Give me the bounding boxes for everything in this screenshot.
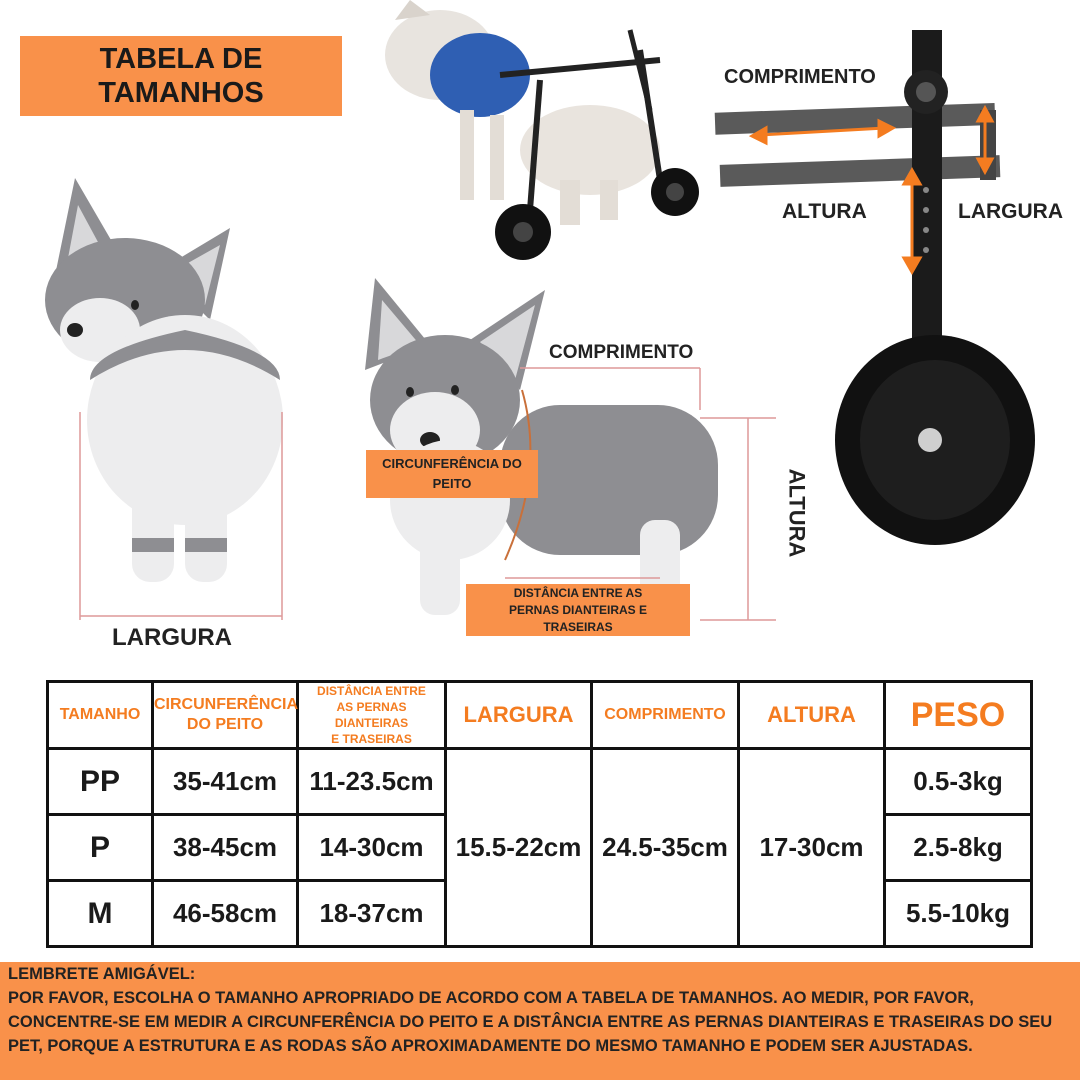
weight-cell: 2.5-8kg xyxy=(885,815,1032,881)
corgi-side-illustration xyxy=(365,278,776,620)
table-row xyxy=(48,749,1032,815)
header-circ-line-1: CIRCUNFERÊNCIA xyxy=(154,696,298,713)
leg-distance-text: DISTÂNCIA ENTRE AS PERNAS DIANTEIRAS E TRASEIRAS xyxy=(508,585,648,634)
size-cell: PP xyxy=(48,749,153,815)
rear-largura-label: LARGURA xyxy=(112,624,232,651)
reminder-text: POR FAVOR, ESCOLHA O TAMANHO APROPRIADO DE ACORDO COM A TABELA DE TAMANHOS. AO MEDIR, POR FAVOR, CONCENTRE-SE EM MEDIR A CIRCUNFERÊNCIA DO PEITO E A DISTÂNCIA ENTRE AS PERNAS DIANTEIRAS E TRASEIRAS DO SEU PET, PORQUE A ESTRUTURA E AS RODAS SÃO APROXIMADAMENTE DO MESMO TAMANHO E PODEM SER AJUSTADAS. xyxy=(8,989,1053,1055)
title-line-1: TABELA DE xyxy=(99,43,263,75)
header-circ-line-2: DO PEITO xyxy=(186,716,264,733)
weight-cell: 5.5-10kg xyxy=(885,881,1032,947)
dog-wheelchair-photo xyxy=(385,0,699,260)
frame-largura-label: LARGURA xyxy=(958,200,1063,223)
reminder-title: LEMBRETE AMIGÁVEL: xyxy=(8,965,196,983)
header-altura: ALTURA xyxy=(739,682,885,749)
size-cell: P xyxy=(48,815,153,881)
size-table xyxy=(46,680,1033,948)
distance-cell: 11-23.5cm xyxy=(298,749,446,815)
header-largura: LARGURA xyxy=(446,682,592,749)
chest-cell: 38-45cm xyxy=(153,815,298,881)
shared-comprimento-cell: 24.5-35cm xyxy=(592,749,739,947)
frame-altura-label: ALTURA xyxy=(782,200,867,223)
header-circunferencia xyxy=(153,682,298,749)
header-dist-line-1: DISTÂNCIA ENTRE xyxy=(317,684,426,698)
header-dist-line-2: AS PERNAS DIANTEIRAS xyxy=(334,700,409,730)
weight-cell: 0.5-3kg xyxy=(885,749,1032,815)
header-comprimento: COMPRIMENTO xyxy=(592,682,739,749)
frame-detail-photo xyxy=(715,30,1035,545)
header-tamanho: TAMANHO xyxy=(48,682,153,749)
chest-circumference-tag xyxy=(366,450,538,498)
shared-largura-cell: 15.5-22cm xyxy=(446,749,592,947)
dog-comprimento-label: COMPRIMENTO xyxy=(549,342,694,363)
frame-comprimento-label: COMPRIMENTO xyxy=(724,66,876,88)
shared-altura-cell: 17-30cm xyxy=(739,749,885,947)
chest-cell: 35-41cm xyxy=(153,749,298,815)
header-peso: PESO xyxy=(885,682,1032,749)
dog-altura-label: ALTURA xyxy=(784,468,810,558)
friendly-reminder xyxy=(0,962,1080,1080)
header-dist-line-3: E TRASEIRAS xyxy=(331,732,412,746)
table-header-row xyxy=(48,682,1032,749)
chest-circumference-text: CIRCUNFERÊNCIA DO PEITO xyxy=(382,456,522,491)
chest-cell: 46-58cm xyxy=(153,881,298,947)
title-line-2: TAMANHOS xyxy=(98,77,264,109)
distance-cell: 14-30cm xyxy=(298,815,446,881)
distance-cell: 18-37cm xyxy=(298,881,446,947)
corgi-rear-illustration xyxy=(45,178,283,620)
size-cell: M xyxy=(48,881,153,947)
leg-distance-tag xyxy=(466,584,690,636)
header-distancia xyxy=(298,682,446,749)
